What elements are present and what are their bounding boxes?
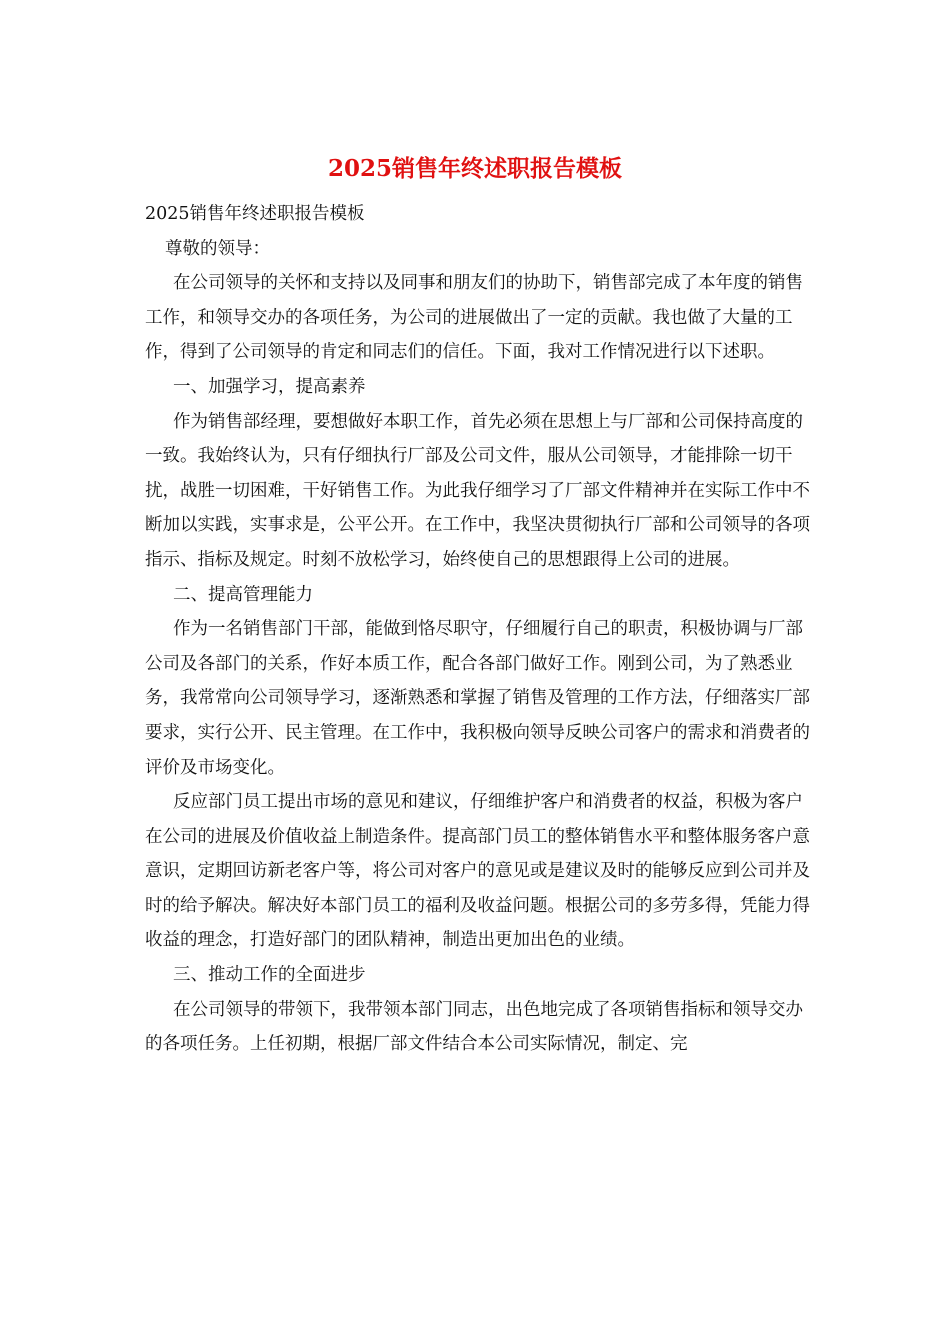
paragraph-intro: 在公司领导的关怀和支持以及同事和朋友们的协助下，销售部完成了本年度的销售工作，和领导交办的各项任务，为公司的进展做出了一定的贡献。我也做了大量的工作，得到了公司领导的肯定和同志们的信任。下面，我对工作情况进行以下述职。	[145, 273, 803, 363]
document-body	[145, 197, 810, 1062]
salutation: 尊敬的领导：	[165, 238, 270, 259]
paragraph-section-2: 作为一名销售部门干部，能做到恪尽职守，仔细履行自己的职责，积极协调与厂部公司及各部门的关系，作好本质工作，配合各部门做好工作。刚到公司，为了熟悉业务，我常常向公司领导学习，逐渐熟悉和掌握了销售及管理的工作方法，仔细落实厂部要求，实行公开、民主管理。在工作中，我积极向领导反映公司客户的需求和消费者的 评价及市场变化。	[145, 619, 810, 778]
paragraph-section-3: 在公司领导的带领下，我带领本部门同志，出色地完成了各项销售指标和领导交办的各项任务。上任初期，根据厂部文件结合本公司实际情况，制定、完	[145, 999, 803, 1055]
section-heading-2: 二、提高管理能力	[173, 584, 313, 605]
document-title: 2025销售年终述职报告模板	[327, 155, 622, 182]
section-heading-3: 三、推动工作的全面进步	[173, 965, 366, 986]
document-subtitle: 2025销售年终述职报告模板	[145, 204, 365, 224]
paragraph-section-1: 作为销售部经理，要想做好本职工作，首先必须在思想上与厂部和公司保持高度的一致。我始终认为，只有仔细执行厂部及公司文件，服从公司领导，才能排除一切干扰，战胜一切困难，干好销售工作。为此我仔细学习了厂部文件精神并在实际工作中不断加以实践，实事求是，公平公开。在工作中，我坚决贯彻执行厂部和公司领导的各项指示、指标及规定。时刻不放松学习，始终使自己的思想跟得上公司的进展。	[145, 411, 810, 570]
section-heading-1: 一、加强学习，提高素养	[173, 376, 366, 397]
paragraph-section-2-cont: 反应部门员工提出市场的意见和建议，仔细维护客户和消费者的权益，积极为客户在公司的进展及价值收益上制造条件。提高部门员工的整体销售水平和整体服务客户意意识，定期回访新老客户等，将公司对客户的意见或是建议及时的能够反应到公司并及时的给予解决。解决好本部门员工的福利及收益问题。根据公司的多劳多得，凭能力得收益的理念，打造好部门的团队精神，制造出更加出色的业绩。	[145, 792, 810, 951]
